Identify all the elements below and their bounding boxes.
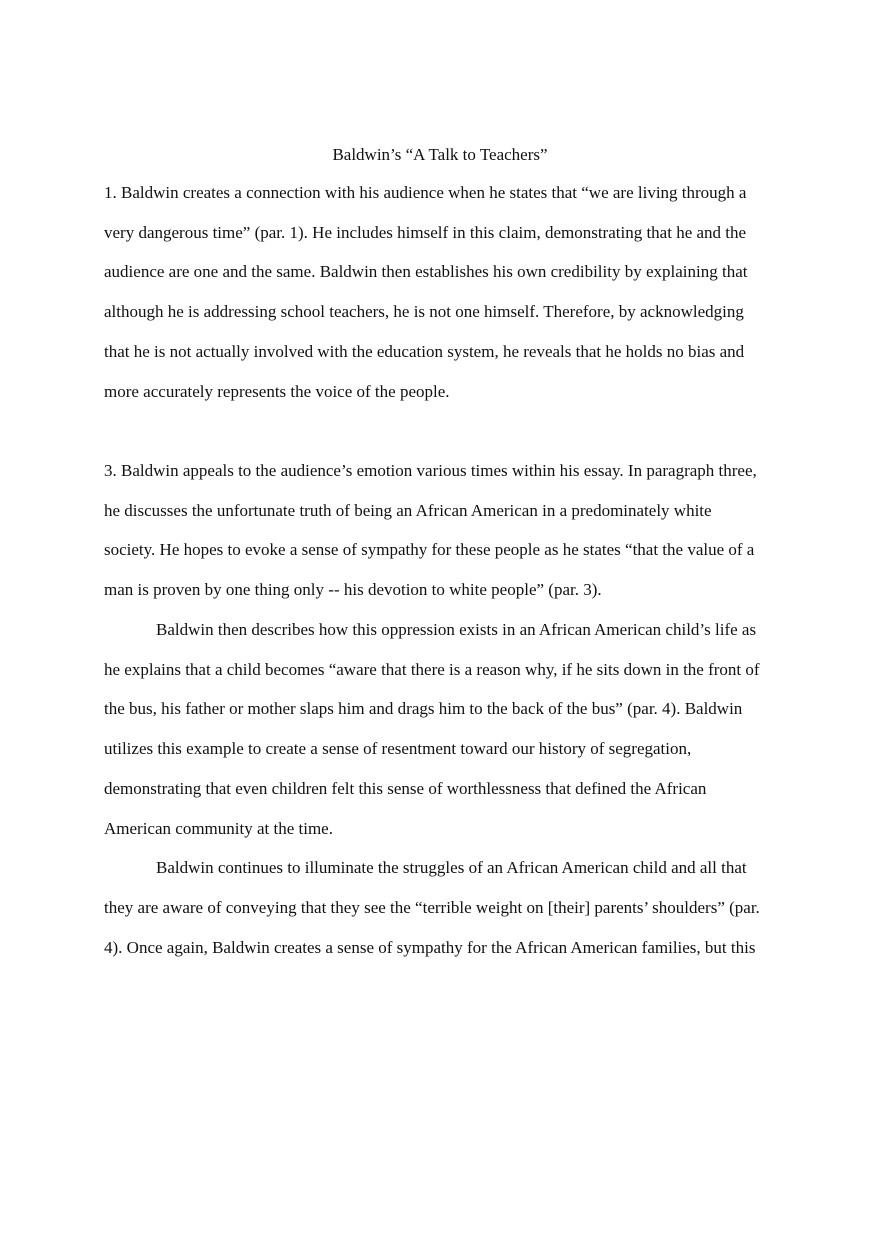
document-title: Baldwin’s “A Talk to Teachers” (332, 145, 548, 164)
paragraph-3-line-6: American community at the time. (104, 819, 333, 838)
paragraph-1-line-2: very dangerous time” (par. 1). He includes himself in this claim, demonstrating that he and the (104, 223, 747, 242)
paragraph-4-line-2: they are aware of conveying that they see the “terrible weight on [their] parents’ shoulders” (par. (104, 898, 760, 917)
paragraph-3-line-3: the bus, his father or mother slaps him and drags him to the back of the bus” (par. 4). Baldwin (104, 699, 743, 718)
paragraph-1-line-6: more accurately represents the voice of the people. (104, 382, 450, 401)
paragraph-3-line-2: he explains that a child becomes “aware that there is a reason why, if he sits down in the front of (104, 660, 760, 679)
paragraph-3-line-5: demonstrating that even children felt this sense of worthlessness that defined the African (104, 779, 707, 798)
paragraph-3-line-1: Baldwin then describes how this oppression exists in an African American child’s life as (156, 620, 757, 639)
paragraph-1-line-5: that he is not actually involved with the education system, he reveals that he holds no bias and (104, 342, 745, 361)
paragraph-2-line-1: 3. Baldwin appeals to the audience’s emotion various times within his essay. In paragraph three, (104, 461, 757, 480)
paragraph-3-line-4: utilizes this example to create a sense of resentment toward our history of segregation, (104, 739, 692, 758)
paragraph-2-line-4: man is proven by one thing only -- his devotion to white people” (par. 3). (104, 580, 602, 599)
paragraph-1-line-3: audience are one and the same. Baldwin then establishes his own credibility by explaining that (104, 262, 748, 281)
paragraph-4-line-3: 4). Once again, Baldwin creates a sense of sympathy for the African American families, but this (104, 938, 756, 957)
paragraph-1-line-1: 1. Baldwin creates a connection with his audience when he states that “we are living through a (104, 183, 747, 202)
paragraph-4-line-1: Baldwin continues to illuminate the struggles of an African American child and all that (156, 858, 747, 877)
paragraph-2-line-2: he discusses the unfortunate truth of being an African American in a predominately white (104, 501, 712, 520)
paragraph-2-line-3: society. He hopes to evoke a sense of sympathy for these people as he states “that the value of a (104, 540, 755, 559)
paragraph-1-line-4: although he is addressing school teachers, he is not one himself. Therefore, by acknowledging (104, 302, 744, 321)
